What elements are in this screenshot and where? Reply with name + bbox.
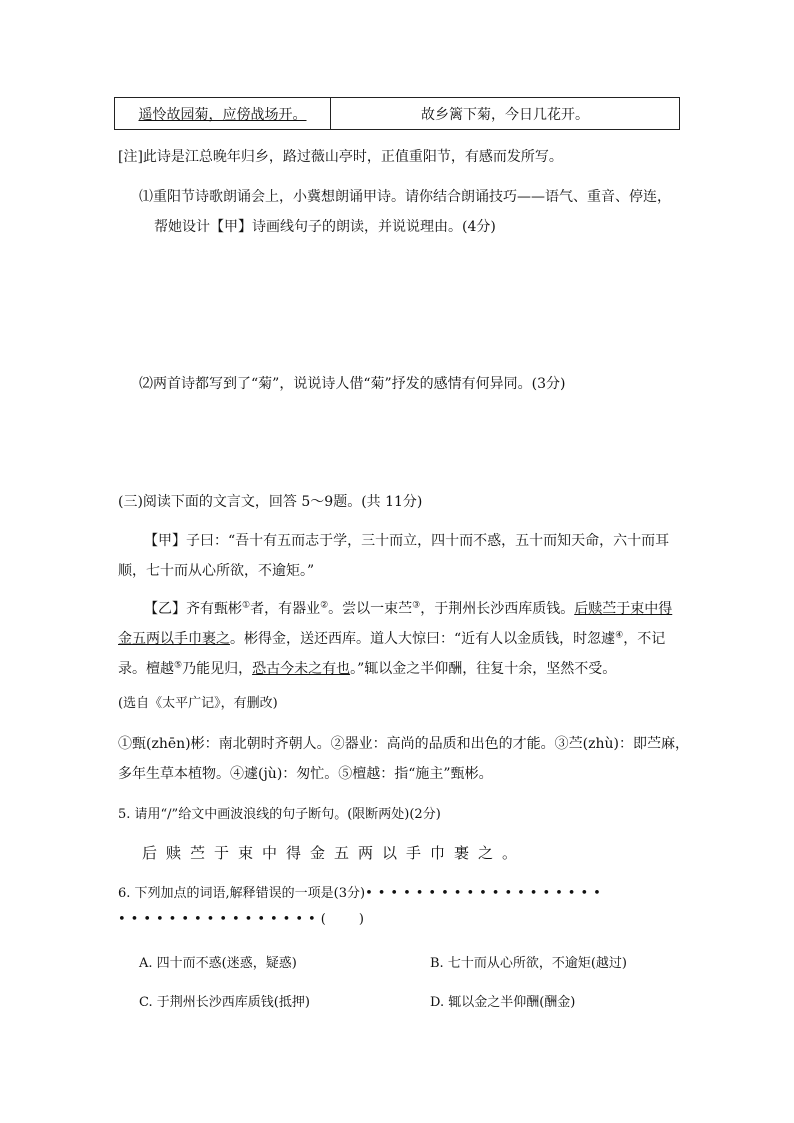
- footnote-mark: ⑤: [174, 660, 183, 671]
- annotations-line1: ①甄(zhēn)彬：南北朝时齐朝人。②器业：高尚的品质和出色的才能。③苎(zhù)：即苎麻，: [118, 736, 689, 752]
- wavy-underlined-sentence-part2: 金五两以手巾裹之: [118, 631, 230, 647]
- passage-jia-line1: 【甲】子曰：“吾十有五而志于学，三十而立，四十而不惑，五十而知天命，六十而耳: [144, 533, 670, 549]
- poem-line-left: 遥怜故园菊，应傍战场开。: [138, 106, 307, 123]
- poem-note: [注]此诗是江总晚年归乡，路过薇山亭时，正值重阳节，有感而发所写。: [118, 149, 563, 165]
- option-d: D. 辄以金之半仰酬(酬金): [430, 995, 576, 1010]
- poem-line-right: 故乡篱下菊，今日几花开。: [421, 106, 589, 123]
- section-3-title: (三)阅读下面的文言文，回答 5～9题。(共 11分): [118, 494, 423, 510]
- footnote-mark: ④: [615, 630, 624, 641]
- footnote-mark: ①: [242, 600, 251, 611]
- passage-yi-line2: [118, 628, 665, 648]
- poem-cell-left: [115, 98, 331, 130]
- question-1-line2: 帮她设计【甲】诗画线句子的朗读，并说说理由。(4分): [154, 219, 496, 235]
- dot-leader: ••••••••••••••••: [118, 912, 321, 927]
- passage-yi-line1: [144, 598, 672, 618]
- question-2: ⑵两首诗都写到了“菊”，说说诗人借“菊”抒发的感情有何异同。(3分): [139, 376, 566, 392]
- passage-yi-line3: [118, 658, 616, 678]
- underlined-sentence: 恐古今未之有也: [252, 661, 351, 677]
- yi-text: 。尝以一束苎: [328, 601, 413, 617]
- dot-leader: •••••••••••••••••••: [365, 886, 606, 901]
- passage-jia-line2: 顺，七十而从心所欲，不逾矩。”: [118, 563, 315, 579]
- question-1-line1: ⑴重阳节诗歌朗诵会上，小冀想朗诵甲诗。请你结合朗诵技巧——语气、重音、停连，: [139, 189, 671, 205]
- poem-table: [114, 97, 680, 130]
- question-6-text: 6. 下列加点的词语,解释错误的一项是(3分): [118, 886, 366, 901]
- question-5-sentence: 后赎苎于束中得金五两以手巾裹之。: [142, 844, 527, 862]
- question-5-stem: 5. 请用“/”给文中画波浪线的句子断句。(限断两处)(2分): [118, 807, 441, 822]
- yi-text: 乃能见归，: [182, 661, 253, 677]
- yi-text: 者，有器业: [250, 601, 321, 617]
- option-b: B. 七十而从心所欲，不逾矩(越过): [430, 956, 627, 971]
- footnote-mark: ③: [412, 600, 421, 611]
- yi-text: 。彬得金，送还西库。道人大惊曰：“近有人以金质钱，时忽遽: [230, 631, 616, 647]
- footnote-mark: ②: [320, 600, 329, 611]
- passage-source: (选自《太平广记》，有删改): [118, 696, 278, 711]
- yi-text: 。”辄以金之半仰酬，往复十余，坚然不受。: [350, 661, 617, 677]
- yi-text: ，于荆州长沙西库质钱。: [420, 601, 575, 617]
- question-6-stem: [118, 882, 606, 901]
- option-c: C. 于荆州长沙西库质钱(抵押): [139, 995, 310, 1010]
- yi-text: 【乙】齐有甄彬: [144, 601, 242, 617]
- poem-cell-right: [331, 98, 680, 130]
- answer-blank: ( ): [320, 912, 364, 927]
- question-6-stem-cont: [118, 912, 364, 927]
- annotations-line2: 多年生草本植物。④遽(jù)：匆忙。⑤檀越：指“施主”甄彬。: [118, 766, 493, 782]
- wavy-underlined-sentence-part1: 后赎苎于束中得: [574, 601, 673, 617]
- option-a: A. 四十而不惑(迷惑，疑惑): [139, 956, 297, 971]
- yi-text: 录。檀越: [118, 661, 174, 677]
- yi-text: ，不记: [623, 631, 666, 647]
